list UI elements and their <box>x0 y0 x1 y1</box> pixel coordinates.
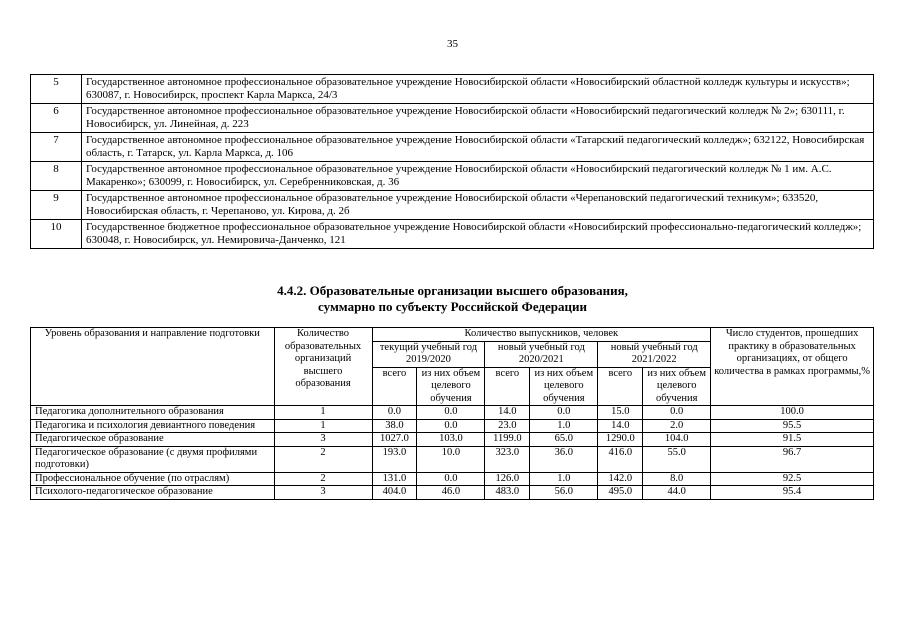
row-value: 0.0 <box>530 406 598 420</box>
row-value: 15.0 <box>598 406 643 420</box>
row-practice-percent: 96.7 <box>711 446 874 472</box>
row-value: 55.0 <box>643 446 711 472</box>
table-row <box>31 191 874 220</box>
row-value: 193.0 <box>372 446 417 472</box>
row-value: 1027.0 <box>372 433 417 447</box>
row-value: 142.0 <box>598 472 643 486</box>
row-value: 44.0 <box>643 486 711 500</box>
org-number: 9 <box>31 191 82 220</box>
header-target: из них объем целевого обучения <box>643 367 711 406</box>
row-direction-name: Психолого-педагогическое образование <box>31 486 275 500</box>
row-org-count: 1 <box>274 406 372 420</box>
org-number: 7 <box>31 133 82 162</box>
row-org-count: 2 <box>274 472 372 486</box>
header-total: всего <box>598 367 643 406</box>
row-value: 495.0 <box>598 486 643 500</box>
org-number: 10 <box>31 220 82 249</box>
page-number: 35 <box>447 38 458 50</box>
row-value: 104.0 <box>643 433 711 447</box>
org-description: Государственное автономное профессиональное образовательное учреждение Новосибирской области «Новосибирский областной колледж культуры и искусств»; 630087, г. Новосибирск, проспект Карла Маркса, 24/3 <box>82 75 874 104</box>
row-direction-name: Педагогика и психология девиантного поведения <box>31 419 275 433</box>
row-practice-percent: 95.4 <box>711 486 874 500</box>
row-value: 0.0 <box>643 406 711 420</box>
org-number: 6 <box>31 104 82 133</box>
row-value: 1199.0 <box>485 433 530 447</box>
row-value: 323.0 <box>485 446 530 472</box>
table-row <box>31 472 874 486</box>
header-target: из них объем целевого обучения <box>417 367 485 406</box>
org-description: Государственное автономное профессиональное образовательное учреждение Новосибирской области «Черепановский педагогический техникум»; 633520, Новосибирская область, г. Черепаново, ул. Кирова, д. 2б <box>82 191 874 220</box>
row-practice-percent: 100.0 <box>711 406 874 420</box>
section-title-line1: 4.4.2. Образовательные организации высшего образования, <box>277 283 628 298</box>
table-row <box>31 133 874 162</box>
row-value: 0.0 <box>417 406 485 420</box>
row-value: 46.0 <box>417 486 485 500</box>
row-value: 1.0 <box>530 419 598 433</box>
row-value: 0.0 <box>372 406 417 420</box>
row-org-count: 3 <box>274 486 372 500</box>
row-practice-percent: 95.5 <box>711 419 874 433</box>
row-value: 10.0 <box>417 446 485 472</box>
header-year-2020: новый учебный год 2020/2021 <box>485 341 598 367</box>
row-practice-percent: 91.5 <box>711 433 874 447</box>
row-value: 483.0 <box>485 486 530 500</box>
row-value: 56.0 <box>530 486 598 500</box>
header-org-count: Количество образовательных организаций высшего образования <box>274 328 372 406</box>
row-value: 0.0 <box>417 419 485 433</box>
header-year-2021: новый учебный год 2021/2022 <box>598 341 711 367</box>
table-row <box>31 419 874 433</box>
row-value: 404.0 <box>372 486 417 500</box>
table-row <box>31 433 874 447</box>
row-value: 14.0 <box>485 406 530 420</box>
row-value: 38.0 <box>372 419 417 433</box>
header-practice-percent: Число студентов, прошедших практику в образовательных организациях, от общего количества в рамках программы,% <box>711 328 874 406</box>
table-row <box>31 220 874 249</box>
row-value: 2.0 <box>643 419 711 433</box>
section-title-line2: суммарно по субъекту Российской Федерации <box>318 299 587 314</box>
org-description: Государственное автономное профессиональное образовательное учреждение Новосибирской области «Новосибирский педагогический колледж № 2»; 630111, г. Новосибирск, ул. Линейная, д. 223 <box>82 104 874 133</box>
row-value: 103.0 <box>417 433 485 447</box>
header-level: Уровень образования и направление подготовки <box>31 328 275 406</box>
row-org-count: 3 <box>274 433 372 447</box>
table-row <box>31 446 874 472</box>
row-practice-percent: 92.5 <box>711 472 874 486</box>
org-number: 5 <box>31 75 82 104</box>
table-row <box>31 75 874 104</box>
org-description: Государственное автономное профессиональное образовательное учреждение Новосибирской области «Новосибирский педагогический колледж № 1 им. А.С. Макаренко»; 630099, г. Новосибирск, ул. Серебренниковская, д. 36 <box>82 162 874 191</box>
row-direction-name: Педагогика дополнительного образования <box>31 406 275 420</box>
org-number: 8 <box>31 162 82 191</box>
header-total: всего <box>372 367 417 406</box>
row-value: 8.0 <box>643 472 711 486</box>
header-target: из них объем целевого обучения <box>530 367 598 406</box>
org-description: Государственное бюджетное профессиональное образовательное учреждение Новосибирской области «Новосибирский профессионально-педагогический колледж»; 630048, г. Новосибирск, ул. Немировича-Данченко, 121 <box>82 220 874 249</box>
section-title <box>0 283 905 315</box>
table-row <box>31 104 874 133</box>
row-direction-name: Педагогическое образование (с двумя профилями подготовки) <box>31 446 275 472</box>
table-row <box>31 406 874 420</box>
graduates-stats-table <box>30 327 874 500</box>
header-graduates: Количество выпускников, человек <box>372 328 711 342</box>
row-value: 14.0 <box>598 419 643 433</box>
row-value: 416.0 <box>598 446 643 472</box>
header-year-2019: текущий учебный год 2019/2020 <box>372 341 485 367</box>
row-value: 36.0 <box>530 446 598 472</box>
row-value: 131.0 <box>372 472 417 486</box>
table-row <box>31 486 874 500</box>
header-total: всего <box>485 367 530 406</box>
row-value: 65.0 <box>530 433 598 447</box>
table-row <box>31 162 874 191</box>
row-value: 1.0 <box>530 472 598 486</box>
row-direction-name: Педагогическое образование <box>31 433 275 447</box>
row-value: 0.0 <box>417 472 485 486</box>
organizations-table <box>30 74 874 249</box>
row-value: 126.0 <box>485 472 530 486</box>
row-org-count: 2 <box>274 446 372 472</box>
org-description: Государственное автономное профессиональное образовательное учреждение Новосибирской области «Татарский педагогический колледж»; 632122, Новосибирская область, г. Татарск, ул. Карла Маркса, д. 106 <box>82 133 874 162</box>
row-direction-name: Профессиональное обучение (по отраслям) <box>31 472 275 486</box>
row-value: 1290.0 <box>598 433 643 447</box>
row-value: 23.0 <box>485 419 530 433</box>
row-org-count: 1 <box>274 419 372 433</box>
